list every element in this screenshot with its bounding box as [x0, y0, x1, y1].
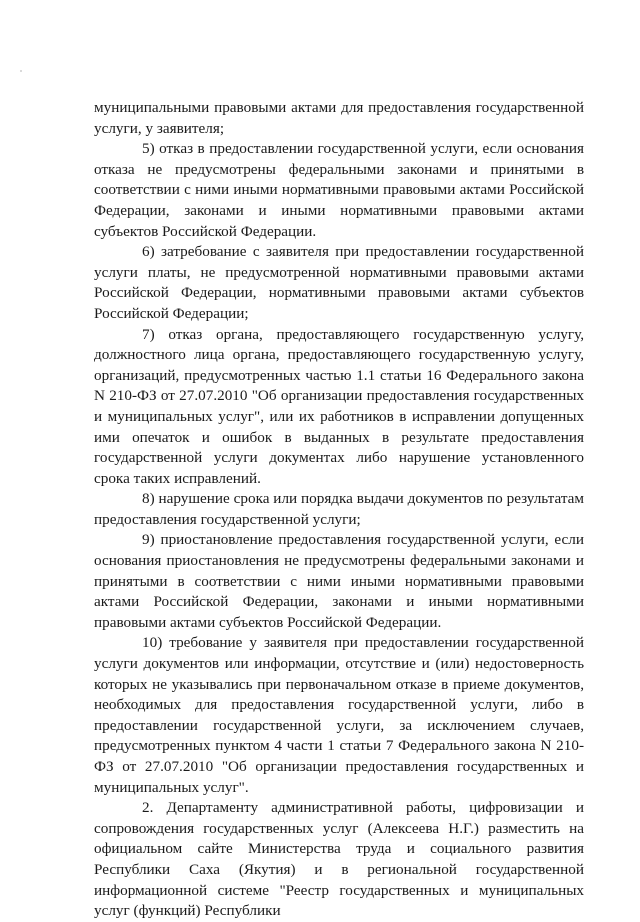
paragraph-item-6: 6) затребование с заявителя при предоставлении государственной услуги платы, не предусмотренной нормативными правовыми актами Российской Федерации, нормативными правовыми актами субъектов Российской Федерации; — [94, 243, 584, 322]
scan-speck — [20, 70, 22, 72]
paragraph-continuation: муниципальными правовыми актами для предоставления государственной услуги, у заявителя; — [94, 99, 584, 137]
paragraph-item-8: 8) нарушение срока или порядка выдачи документов по результатам предоставления государственной услуги; — [94, 490, 584, 528]
paragraph-item-5: 5) отказ в предоставлении государственной услуги, если основания отказа не предусмотрены федеральными законами и принятыми в соответствии с ними иными нормативными правовыми актами Российской Федерации, законами и иными нормативными правовыми актами субъектов Российской Федерации. — [94, 140, 584, 240]
paragraph-item-9: 9) приостановление предоставления государственной услуги, если основания приостановления не предусмотрены федеральными законами и принятыми в соответствии с ними иными нормативными правовыми актами Российской Федерации, законами и иными нормативными правовыми актами субъектов Российской Федерации. — [94, 531, 584, 631]
document-page — [94, 98, 584, 922]
paragraph-section-2: 2. Департаменту административной работы, цифровизации и сопровождения государственных услуг (Алексеева Н.Г.) разместить на официальном сайте Министерства труда и социального развития Республики Саха (Якутия) и в региональной государственной информационной системе "Реестр государственных и муниципальных услуг (функций) Республики — [94, 799, 584, 920]
paragraph-item-7: 7) отказ органа, предоставляющего государственную услугу, должностного лица органа, предоставляющего государственную услугу, организаций, предусмотренных частью 1.1 статьи 16 Федерального закона N 210-ФЗ от 27.07.2010 "Об организации предоставления государственных и муниципальных услуг", или их работников в исправлении допущенных ими опечаток и ошибок в выданных в результате предоставления государственной услуги документах либо нарушение установленного срока таких исправлений. — [94, 325, 584, 487]
paragraph-item-10: 10) требование у заявителя при предоставлении государственной услуги документов или информации, отсутствие и (или) недостоверность которых не указывались при первоначальном отказе в приеме документов, необходимых для предоставления государственной услуги, либо в предоставлении государственной услуги, за исключением случаев, предусмотренных пунктом 4 части 1 статьи 7 Федерального закона N 210-ФЗ от 27.07.2010 "Об организации предоставления государственных и муниципальных услуг". — [94, 634, 584, 796]
